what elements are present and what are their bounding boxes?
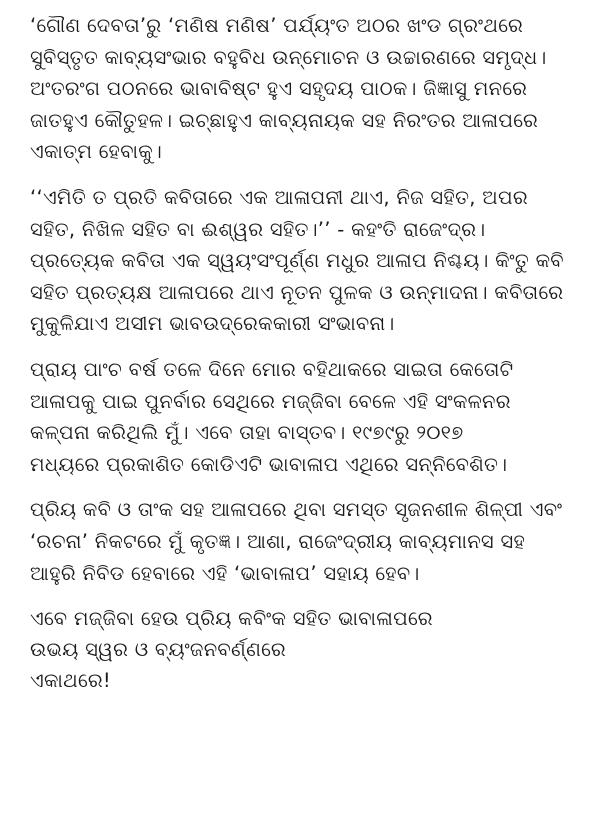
paragraph-1 — [30, 10, 572, 168]
text-line: ‘ରଚନା’ ନିକଟରେ ମୁଁ କୃତଜ୍ଞ। ଆଶା, ରାଜେଂଦ୍ରୀୟ କାବ୍ୟମାନସ ସହ — [30, 529, 526, 553]
text-line: ଆହୁରି ନିବିଡ ହେବାରେ ଏହି ‘ଭାବାଳାପ’ ସହାୟ ହେବ। — [30, 561, 420, 585]
text-line: ପ୍ରତ୍ୟେକ କବିତା ଏକ ସ୍ୱୟଂସଂପୂର୍ଣ୍ଣ ମଧୁର ଆଳାପ ନିଶ୍ଚୟ। କିଂତୁ କବି — [30, 249, 564, 273]
text-line: ‘‘ଏମିତି ତ ପ୍ରତି କବିତାରେ ଏକ ଆଳାପନୀ ଥାଏ, ନିଜ ସହିତ, ଅପର — [30, 185, 528, 209]
paragraph-3 — [30, 354, 572, 480]
text-line: ଏବେ ମଜ୍ଜିବା ହେଉ ପ୍ରିୟ କବିଂକ ସହିତ ଭାବାଳାପରେ — [30, 607, 433, 631]
text-line: ସୁବିସ୍ତୃତ କାବ୍ୟସଂଭାର ବହୁବିଧ ଉନ୍ମୋଚନ ଓ ଉଚ୍ଚାରଣରେ ସମୃଦ୍ଧ। — [30, 45, 547, 69]
text-line: ଜାତହୁଏ କୌତୁହଳ। ଇଚ୍ଛାହୁଏ କାବ୍ୟନାୟକ ସହ ନିରଂତର ଆଳାପରେ — [30, 108, 539, 132]
text-line: ଅଂତରଂଗ ପଠନରେ ଭାବାବିଷ୍ଟ ହୁଏ ସହୃଦୟ ପାଠକ। ଜିଜ୍ଞାସୁ ମନରେ — [30, 77, 528, 101]
paragraph-5 — [30, 603, 572, 696]
text-line: ଆଳାପକୁ ପାଇ ପୁନର୍ବାର ସେଥିରେ ମଜ୍ଜିବା ବେଳେ ଏହି ସଂକଳନର — [30, 389, 511, 413]
text-line: ସହିତ, ନିଖିଳ ସହିତ ବା ଈଶ୍ୱର ସହିତ।’’ - କହଂତି ରାଜେଂଦ୍ର। — [30, 217, 486, 241]
text-line: ପ୍ରିୟ କବି ଓ ତାଂକ ସହ ଆଳାପରେ ଥିବା ସମସ୍ତ ସୃଜନଶୀଳ ଶିଳ୍ପୀ ଏବଂ — [30, 498, 563, 522]
text-line: ପ୍ରାୟ ପାଂଚ ବର୍ଷ ତଳେ ଦିନେ ମୋର ବହିଥାକରେ ସାଇତା କେତୋଟି — [30, 357, 514, 381]
text-line: କଳ୍ପନା କରିଥିଲି ମୁଁ। ଏବେ ତାହା ବାସ୍ତବ। ୧୯୭୯ରୁ ୨୦୧୭ — [30, 421, 464, 445]
text-line: ମୁକୁଳିଯାଏ ଅସୀମ ଭାବଉଦ୍ରେକକାରୀ ସଂଭାବନା। — [30, 312, 395, 336]
text-line: ସହିତ ପ୍ରତ୍ୟକ୍ଷ ଆଳାପରେ ଥାଏ ନୂତନ ପୁଳକ ଓ ଉନ୍ମାଦନା। କବିତାରେ — [30, 280, 564, 304]
text-line: ଉଭୟ ସ୍ୱର ଓ ବ୍ୟଂଜନବର୍ଣ୍ଣରେ — [30, 638, 286, 662]
text-line: ଏକାଥରେ! — [30, 669, 112, 693]
text-line: ଏକାତ୍ମ ହେବାକୁ। — [30, 140, 163, 164]
paragraph-4 — [30, 494, 572, 589]
text-line: ‘ଗୌଣ ଦେବତା’ରୁ ‘ମଣିଷ ମଣିଷ’ ପର୍ଯ୍ୟଂତ ଅଠର ଖଂଡ ଗ୍ରଂଥରେ — [30, 14, 524, 37]
paragraph-2 — [30, 182, 572, 340]
text-line: ମଧ୍ୟରେ ପ୍ରକାଶିତ କୋଡିଏଟି ଭାବାଳାପ ଏଥିରେ ସନ୍ନିବେଶିତ। — [30, 452, 508, 476]
